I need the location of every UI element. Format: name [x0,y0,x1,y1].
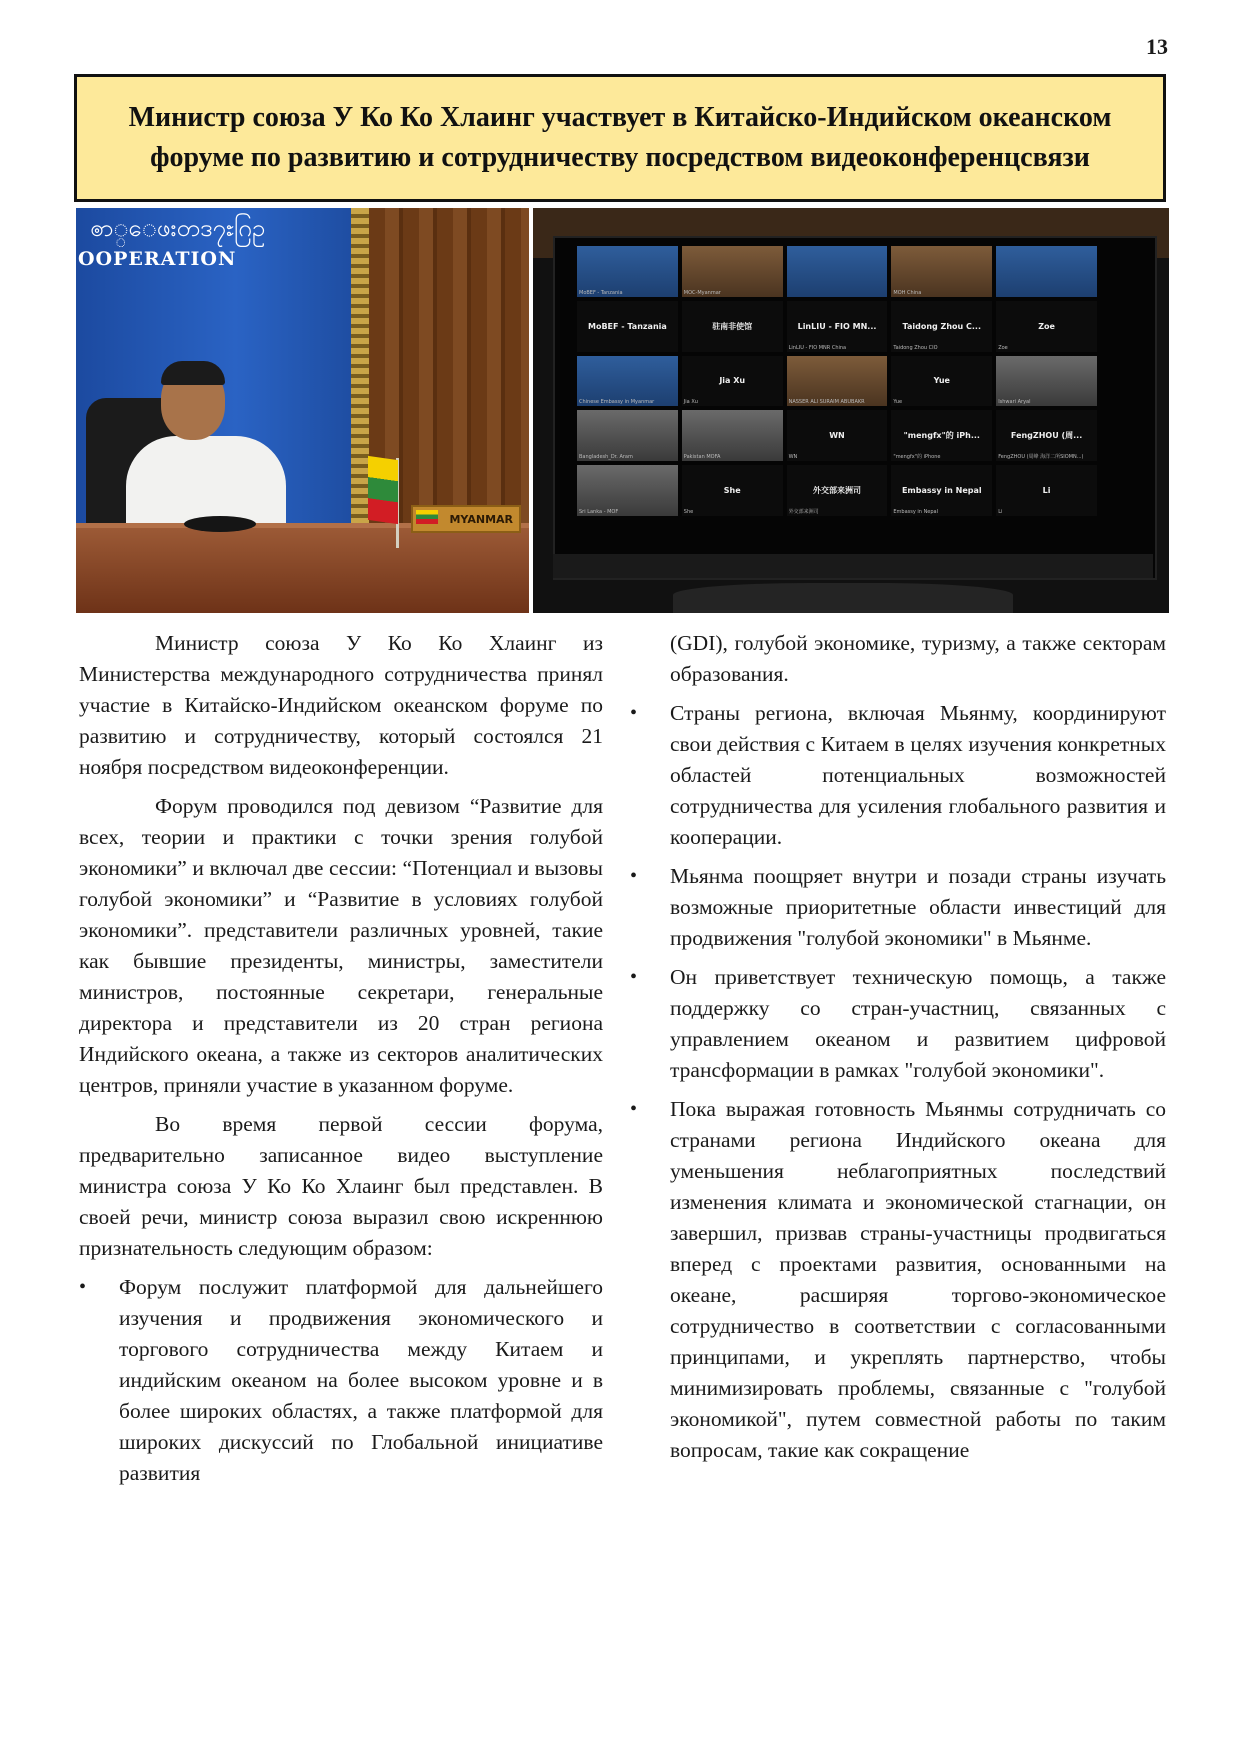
bullet-icon: • [630,702,638,724]
participant-tile [891,301,992,352]
participant-tile [996,410,1097,461]
participant-name: MoBEF - Tanzania [588,321,667,331]
bullet-text: Пока выражая готовность Мьянмы сотрудничать со странами региона Индийского океана для уменьшения неблагоприятных последствий изменения климата и экономической стагнации, он завершил, призвав страны-участницы продвигаться вперед с проектами развития, основанными на океане, расширяя торгово-экономическое сотрудничество в соответствии с согласованными принципами, и укреплять партнерство, чтобы минимизировать проблемы, связанные с "голубой экономикой", путем совместной работы по таким вопросам, такие как сокращение [670,1097,1166,1462]
participant-label: Embassy in Nepal [893,508,939,515]
participant-label: Chinese Embassy in Myanmar [579,399,655,406]
participant-tile [577,246,678,297]
participant-name: 外交部来洲司 [812,486,861,496]
bullet-text: Мьянма поощряет внутри и позади страны изучать возможные приоритетные области инвестиций для продвижения "голубой экономики" в Мьянме. [670,864,1166,950]
participant-grid [577,246,1097,516]
participant-tile [682,246,783,297]
paragraph: Министр союза У Ко Ко Хлаинг из Министерства международного сотрудничества принял участие в Китайско-Индийском океанском форуме по развитию и сотрудничеству, который состоялся 21 ноября посредством видеоконференции. [79,631,603,779]
participant-tile [577,465,678,516]
participant-label: Pakistan MOFA [683,454,721,461]
photo-minister [76,208,529,613]
participant-label: Jia Xu [683,399,698,406]
headline-box [74,74,1166,202]
gold-fringe [351,208,369,568]
bullet-item [630,962,1166,1086]
participant-tile [891,410,992,461]
participant-label: Yue [893,399,903,406]
participant-tile [787,301,888,352]
participant-tile [891,356,992,407]
bullet-icon: • [630,1098,638,1120]
participant-label: Zoe [998,344,1008,351]
participant-tile [996,246,1097,297]
participant-label: Ishwari Aryal [998,399,1031,406]
participant-tile [787,465,888,516]
bullet-item [79,1272,603,1489]
participant-name: Zoe [1038,321,1055,331]
meeting-toolbar [553,554,1153,578]
participant-name: She [723,486,741,496]
participant-label: Bangladesh_Dr. Aram [579,454,633,461]
participant-tile [891,246,992,297]
participant-tile [682,410,783,461]
participant-label: Sri Lanka - MOF [579,508,619,515]
bullet-text: Форум послужит платформой для дальнейшего изучения и продвижения экономического и торгового сотрудничества между Китаем и индийским океаном на более высоком уровне и в более широких областях, а также платформой для широких дискуссий по Глобальной инициативе развития [119,1275,603,1485]
continuation-text: (GDI), голубой экономике, туризму, а также секторам образования. [670,631,1166,686]
bullet-list [79,1272,603,1489]
participant-tile [787,410,888,461]
participant-label: She [683,508,694,515]
participant-tile [682,356,783,407]
participant-label: LinLIU - FIO MNR China [788,344,847,351]
minister-hair [161,361,225,385]
bullet-text: Он приветствует техническую помощь, а также поддержку со стран-участниц, связанных с управлением океаном и развитием цифровой трансформации в рамках "голубой экономики". [670,965,1166,1082]
bullet-icon: • [79,1276,87,1298]
participant-label: "mengfx"的 iPhone [893,454,941,461]
photo-video-conference [533,208,1169,613]
participant-label: MOH China [893,289,922,296]
participant-name: Embassy in Nepal [901,486,982,496]
participant-name: "mengfx"的 iPh... [903,431,980,441]
participant-label: NASSER ALI SURAIM ABUBAKR [788,399,865,406]
headline: Министр союза У Ко Ко Хлаинг участвует в Китайско-Индийском океанском форуме по развитию и сотрудничеству посредством видеоконференцсвязи [128,102,1112,173]
participant-label: MOC-Myanmar [683,289,721,296]
participant-tile [787,356,888,407]
participant-tile [891,465,992,516]
participant-name: Li [1042,486,1051,496]
nameplate-flag [416,510,438,524]
participant-label: WN [788,454,798,461]
myanmar-flag [368,456,398,524]
participant-tile [682,301,783,352]
bullet-item [630,861,1166,954]
paragraph: Во время первой сессии форума, предварительно записанное видео выступление министра союза У Ко Ко Хлаинг был представлен. В своей речи, министр союза выразил свою искреннюю признательность следующим образом: [79,1112,603,1260]
participant-tile [577,301,678,352]
participant-tile [996,301,1097,352]
desk [76,528,529,613]
participant-label: Li [998,508,1003,515]
participant-label: Taidong Zhou CIO [893,344,938,351]
participant-name: LinLIU - FIO MN... [797,321,877,331]
participant-label: FengZHOU (周峰 海洋二所SIOMN...) [998,454,1084,461]
bullet-item [630,1094,1166,1466]
nameplate-text: MYANMAR [449,512,513,526]
participant-name: WN [829,431,845,441]
left-column [79,628,603,1497]
participant-label: 外交部来洲司 [788,508,819,515]
monitor-stand [673,583,1013,613]
participant-name: Jia Xu [719,376,746,386]
participant-name: Yue [933,376,950,386]
participant-tile [577,410,678,461]
participant-name: Taidong Zhou C... [902,321,982,331]
page-number: 13 [1146,34,1168,59]
participant-tile [577,356,678,407]
bullet-list [630,698,1166,1466]
participant-tile [682,465,783,516]
participant-name: 驻南非使馆 [712,321,753,331]
banner-script: ၜာ္ေဖးတဒ၇ႊဂြဥ [90,214,266,242]
paragraph: Форум проводился под девизом “Развитие для всех, теории и практики с точки зрения голубой экономики” и включал две сессии: “Потенциал и вызовы голубой экономики” и “Развитие в условиях голубой экономики”. представители различных уровней, такие как бывшие президенты, министры, заместители министров, постоянные секретари, генеральные директора и представители из 20 стран региона Индийского океана, а также из секторов аналитических центров, приняли участие в указанном форуме. [79,794,603,1097]
participant-label: MoBEF - Tanzania [579,289,623,296]
right-column [630,628,1166,1474]
participant-name: FengZHOU (周... [1010,431,1083,441]
participant-tile [996,356,1097,407]
bullet-icon: • [630,865,638,887]
bullet-icon: • [630,966,638,988]
bullet-text: Страны региона, включая Мьянму, координируют свои действия с Китаем в целях изучения конкретных областей потенциальных возможностей сотрудничества для усиления глобального развития и кооперации. [670,701,1166,849]
banner-text: OOPERATION [78,248,237,270]
participant-tile [787,246,888,297]
bullet-item [630,698,1166,853]
participant-tile [996,465,1097,516]
conference-microphone [184,516,256,532]
